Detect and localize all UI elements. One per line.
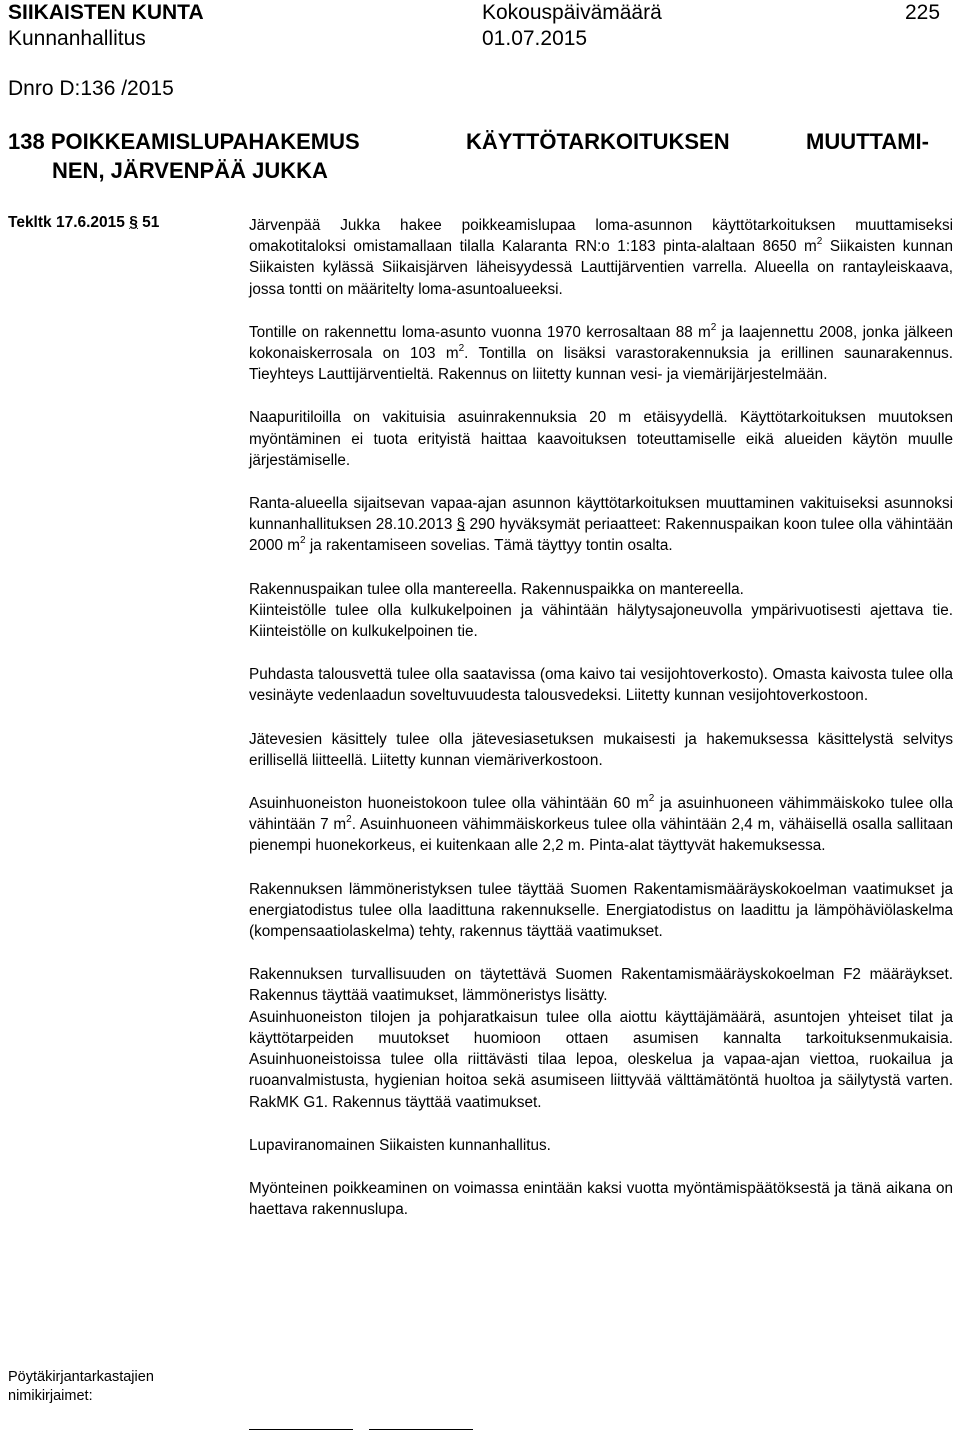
municipality-name: SIIKAISTEN KUNTA [8,1,204,24]
p4-text-b: hyväksymät periaatteet: Rakennuspaikan koon tulee olla vähintään 2000 m [249,516,954,555]
section-title-part2: KÄYTTÖTARKOITUKSEN [466,129,730,154]
p1-text-b: Siikaisten kunnan Siikaisten kylässä Siikaisjärven läheisyydessä Lauttijärventien varrella. Alueella on rantayleiskaava, jossa tontti on määritelty loma-asuntoalueeksi. [249,238,953,298]
paragraph-6: Puhdasta talousvettä tulee olla saatavissa (oma kaivo tai vesijohtoverkosto). Omasta kaivosta tulee olla vesinäyte vedenlaadun soveltuvuudesta talousvedeksi. Liitetty kunnan vesijohtoverkostoon. [249,666,953,705]
paragraph-5-line-1: Rakennuspaikan tulee olla mantereella. Rakennuspaikka on mantereella. [249,580,744,598]
footer-label-1: Pöytäkirjantarkastajien [8,1369,154,1385]
initials-line-1 [249,1429,353,1430]
page-number: 225 [905,1,941,24]
date-value: 01.07.2015 [482,27,588,50]
p8-superscript-2: 2 [346,814,352,826]
p4-section-mark: § [456,516,466,534]
p2-text-a: Tontille on rakennettu loma-asunto vuonna 1970 kerrosaltaan 88 m [249,323,711,341]
p4-text-c: ja rakentamiseen sovelias. Tämä täyttyy tontin osalta. [305,537,673,555]
p2-text-b: ja laajennettu 2008, jonka jälkeen kokonaiskerrosala on 103 m [249,323,953,363]
paragraph-5-line-2: Kiinteistölle tulee olla kulkukelpoinen ja vähintään hälytysajoneuvolla ympärivuotisesti ajettava tie. Kiinteistölle on kulkukelpoinen tie. [249,601,953,641]
p4-superscript: 2 [300,535,306,547]
body-name: Kunnanhallitus [8,27,146,50]
paragraph-10-line-1: Rakennuksen turvallisuuden on täytettävä Suomen Rakentamismääräyskokoelman F2 määräykset. Rakennus täyttää vaatimukset, lämmöneristys lisätty. [249,966,953,1005]
paragraph-7: Jätevesien käsittely tulee olla jätevesiasetuksen mukaisesti ja hakemuksessa käsittelystä selvitys erillisellä liitteellä. Liitetty kunnan viemäriverkostoon. [249,730,953,769]
p8-text-a: Asuinhuoneiston huoneistokoon tulee olla vähintään 60 m [249,795,649,813]
reference-section-mark: § [129,214,138,231]
p2-superscript-1: 2 [710,321,717,333]
p8-text-c: . Asuinhuoneen vähimmäiskorkeus tulee olla vähintään 2,4 m, vähäisellä osalla sallitaan pienempi huonekorkeus, ei kuitenkaan alle 2,2 m. Pinta-alat täyttyvät hakemuksessa. [249,816,953,855]
p1-text-a: Järvenpää Jukka hakee poikkeamislupaa loma-asunnon käyttötarkoituksen muuttamiseksi omakotitaloksi omistamallaan tilalla Kalaranta RN:o 1:183 pinta-alaltaan 8650 m [249,217,953,256]
p2-superscript-2: 2 [458,343,465,355]
reference-section-number: 51 [142,214,160,231]
date-label: Kokouspäivämäärä [482,1,662,24]
paragraph-9: Rakennuksen lämmöneristyksen tulee täyttää Suomen Rakentamismääräyskokoelman vaatimukset ja energiatodistus tulee olla laadittuna rakennukselle. Energiatodistus on laadittu ja lämpöhäviölaskelma (kompensaatiolaskelma) tehty, rakennus täyttää vaatimukset. [249,880,953,941]
section-title-part3: MUUTTAMI- [806,129,929,154]
p2-text-c: . Tontilla on lisäksi varastorakennuksia ja erillinen saunarakennus. Tieyhteys Lauttijärventieltä. Rakennus on liitetty kunnan vesi- ja viemärijärjestelmään. [249,345,953,384]
paragraph-2 [249,322,953,386]
paragraph-4 [249,493,953,557]
p8-superscript-1: 2 [648,793,655,805]
p8-text-b: ja asuinhuoneen vähimmäiskoko tulee olla vähintään 7 m [249,795,953,834]
p1-superscript: 2 [816,236,823,248]
paragraph-11: Lupaviranomainen Siikaisten kunnanhallitus. [249,1136,551,1154]
initials-line-2 [369,1429,473,1430]
reference-date: Tekltk 17.6.2015 [8,214,125,231]
reference-line [8,214,159,232]
paragraph-1 [249,215,953,300]
section-title-line2: NEN, JÄRVENPÄÄ JUKKA [52,158,328,183]
p4-reference: 290 [469,516,496,534]
paragraph-10-line-2: Asuinhuoneiston tilojen ja pohjaratkaisun tulee olla aiottu käyttäjämäärä, asuntojen yhteiset tilat ja käyttötarpeiden muutokset huomioon ottaen asumisen kannalta tarkoituksenmukaisia. Asuinhuoneistoissa tulee olla riittävästi tilaa lepoa, oleskelua ja vapaa-ajan viettoa, ruokailua ja ruoanvalmistusta, hygienian hoitoa sekä asumiseen liittyvää välttämätöntä huoltoa ja säilytystä varten. RakMK G1. Rakennus täyttää vaatimukset. [249,1008,953,1111]
p4-text-a: Ranta-alueella sijaitsevan vapaa-ajan asunnon käyttötarkoituksen muuttaminen vakituiseksi asunnoksi kunnanhallituksen 28.10.2013 [249,495,953,534]
dnro: Dnro D:136 /2015 [8,77,174,100]
paragraph-12: Myönteinen poikkeaminen on voimassa enintään kaksi vuotta myöntämispäätöksestä ja tänä aikana on haettava rakennuslupa. [249,1179,953,1219]
body-text [249,215,953,1242]
paragraph-8 [249,793,953,857]
paragraph-3: Naapuritiloilla on vakituisia asuinrakennuksia 20 m etäisyydellä. Käyttötarkoituksen muutoksen myöntäminen ei tuota erityistä haittaa kaavoituksen toteuttamiselle eikä alueiden käytön muulle järjestämiselle. [249,409,953,469]
footer-label-2: nimikirjaimet: [8,1388,93,1404]
section-title-part1: 138 POIKKEAMISLUPAHAKEMUS [8,129,360,154]
